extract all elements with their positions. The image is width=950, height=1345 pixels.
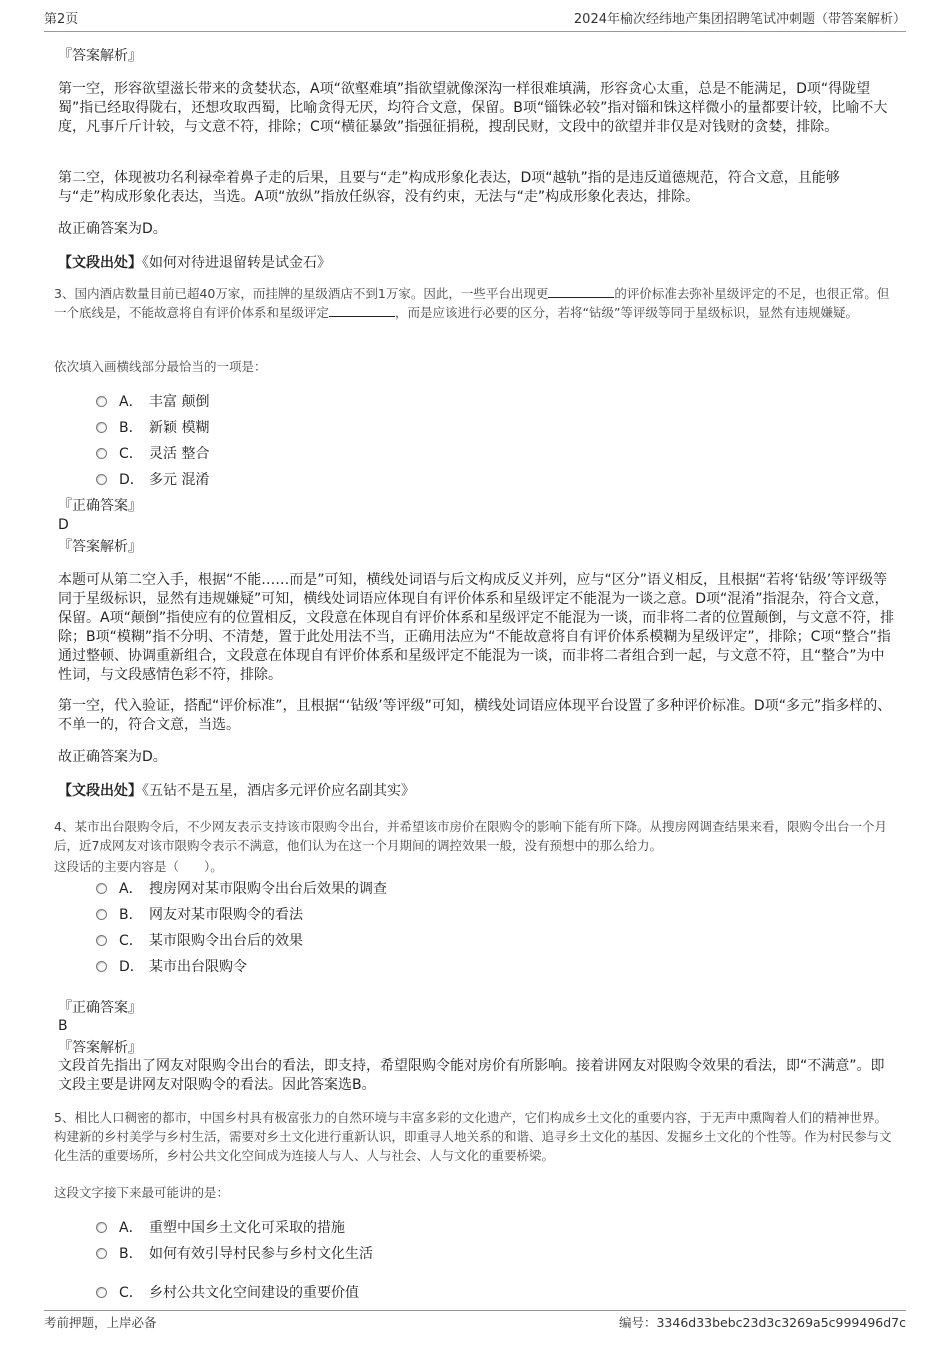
q2-source-text: 《如何对待进退留转是试金石》 — [142, 255, 331, 271]
page-header — [0, 0, 950, 32]
radio-button-icon[interactable] — [96, 1287, 107, 1298]
q4-option-a[interactable] — [96, 879, 387, 899]
q3-analysis-paragraph-1: 本题可从第二空入手，根据“不能……而是”可知，横线处词语与后文构成反义并列，应与“区分”语义相反，且根据“若将‘钻级’等评级等同于星级标识，显然有违规嫌疑”可知，横线处词语应体现自有评价体系和星级评定不能混为一谈之意。D项“混淆”指混杂，符合文意，保留。A项“颠倒”指使应有的位置相反，文段意在体现自有评价体系和星级评定不能混为一谈，而非将二者的位置颠倒，与文意不符，排除；B项“模糊”指不分明、不清楚，置于此处用法不当，正确用法应为“不能故意将自有评价体系模糊为星级评定”，排除；C项“整合”指通过整顿、协调重新组合，文段意在体现自有评价体系和星级评定不能混为一谈，而非将二者组合到一起，与文意不符，且“整合”为中性词，与文段感情色彩不符，排除。 — [58, 572, 895, 683]
option-letter: A． — [119, 394, 143, 410]
option-letter: D． — [119, 472, 144, 488]
q3-analysis-label: 『答案解析』 — [58, 539, 142, 555]
radio-button-icon[interactable] — [96, 396, 107, 407]
option-text: 丰富 颠倒 — [149, 394, 210, 410]
q5-option-c[interactable] — [96, 1283, 359, 1303]
q3-option-b[interactable] — [96, 418, 209, 438]
footer-slogan: 考前押题，上岸必备 — [44, 1315, 157, 1330]
document-serial-number: 编号：3346d33bebc23d3c3269a5c999496d7c — [618, 1315, 906, 1330]
option-text: 乡村公共文化空间建设的重要价值 — [149, 1285, 359, 1301]
q2-source — [58, 254, 896, 273]
document-title: 2024年榆次经纬地产集团招聘笔试冲刺题（带答案解析） — [573, 12, 906, 27]
option-letter: D． — [119, 959, 144, 975]
q3-stem-part-2: 的评价标准去弥补星级评定的不足，也很正常。但一个底线是，不能故意将自有评价体系和星级评定 — [54, 286, 890, 320]
q5-stem: 5、相比人口稠密的都市，中国乡村具有极富张力的自然环境与丰富多彩的文化遗产，它们构成乡土文化的重要内容，于无声中熏陶着人们的精神世界。构建新的乡村美学与乡村生活，需要对乡土文化进行重新认识，即重寻人地关系的和谐、追寻乡土文化的基因、发掘乡土文化的个性等。作为村民参与文化生活的重要场所，乡村公共文化空间成为连接人与人、人与社会、人与文化的重要桥梁。 — [54, 1110, 892, 1163]
option-text: 网友对某市限购令的看法 — [149, 907, 303, 923]
header-divider — [44, 31, 906, 32]
q3-stem-part-1: 3、国内酒店数量目前已超40万家，而挂牌的星级酒店不到1万家。因此，一些平台出现更 — [54, 286, 549, 301]
option-text: 多元 混淆 — [149, 472, 210, 488]
q4-correct-label: 『正确答案』 — [58, 1000, 142, 1016]
q2-source-label: 【文段出处】 — [58, 255, 142, 271]
option-letter: A． — [119, 881, 143, 897]
q3-option-d[interactable] — [96, 470, 209, 490]
option-letter: C． — [119, 446, 143, 462]
q4-prompt: 这段话的主要内容是（ ）。 — [54, 859, 223, 874]
q3-option-a[interactable] — [96, 392, 209, 412]
q4-option-c[interactable] — [96, 931, 303, 951]
radio-button-icon[interactable] — [96, 909, 107, 920]
option-letter: B． — [119, 1246, 143, 1262]
q2-analysis-paragraph-2: 第二空，体现被功名利禄牵着鼻子走的后果，且要与“走”构成形象化表达，D项“越轨”指的是违反道德规范，符合文意，且能够与“走”构成形象化表达，当选。A项“放纵”指放任纵容，没有约束，无法与“走”构成形象化表达，排除。 — [58, 170, 840, 205]
option-text: 搜房网对某市限购令出台后效果的调查 — [149, 881, 387, 897]
q3-source-text: 《五钻不是五星，酒店多元评价应名副其实》 — [142, 783, 415, 799]
q2-analysis-label: 『答案解析』 — [58, 48, 142, 64]
q2-conclusion: 故正确答案为D。 — [58, 221, 167, 237]
q4-analysis: 文段首先指出了网友对限购令出台的看法，即支持，希望限购令能对房价有所影响。接着讲网友对限购令效果的看法，即“不满意”。即文段主要是讲网友对限购令的看法。因此答案选B。 — [58, 1058, 885, 1093]
option-text: 某市出台限购令 — [149, 959, 247, 975]
option-letter: B． — [119, 420, 143, 436]
q4-stem: 4、某市出台限购令后，不少网友表示支持该市限购令出台，并希望该市房价在限购令的影响下能有所下降。从搜房网调查结果来看，限购令出台一个月后，近7成网友对该市限购令表示不满意，他们认为在这一个月期间的调控效果一般，没有预想中的那么给力。 — [54, 819, 887, 853]
option-text: 灵活 整合 — [149, 446, 210, 462]
option-text: 如何有效引导村民参与乡村文化生活 — [149, 1246, 373, 1262]
q2-analysis-paragraph-1: 第一空，形容欲望滋长带来的贪婪状态，A项“欲壑难填”指欲望就像深沟一样很难填满，形容贪心太重，总是不能满足，D项“得陇望蜀”指已经取得陇右，还想攻取西蜀，比喻贪得无厌，均符合文意，保留。B项“锱铢必较”指对锱和铢这样微小的量都要计较，比喻不大度，凡事斤斤计较，与文意不符，排除；C项“横征暴敛”指强征捐税，搜刮民财，文段中的欲望并非仅是对钱财的贪婪，排除。 — [58, 81, 888, 135]
radio-button-icon[interactable] — [96, 1248, 107, 1259]
radio-button-icon[interactable] — [96, 935, 107, 946]
radio-button-icon[interactable] — [96, 883, 107, 894]
q3-option-c[interactable] — [96, 444, 209, 464]
q3-conclusion: 故正确答案为D。 — [58, 749, 167, 765]
q3-correct-label: 『正确答案』 — [58, 498, 142, 514]
option-text: 新颖 模糊 — [149, 420, 210, 436]
q3-stem — [54, 284, 896, 322]
radio-button-icon[interactable] — [96, 448, 107, 459]
q3-stem-part-3: ，而是应该进行必要的区分，若将“钻级”等评级等同于星级标识，显然有违规嫌疑。 — [395, 305, 858, 320]
radio-button-icon[interactable] — [96, 1222, 107, 1233]
q5-option-b[interactable] — [96, 1244, 373, 1264]
q5-option-a[interactable] — [96, 1218, 345, 1238]
q3-source — [58, 782, 896, 801]
radio-button-icon[interactable] — [96, 422, 107, 433]
radio-button-icon[interactable] — [96, 961, 107, 972]
q3-blank-1 — [548, 284, 614, 298]
option-letter: A． — [119, 1220, 143, 1236]
option-letter: B． — [119, 907, 143, 923]
q3-correct-answer: D — [58, 517, 69, 533]
q3-analysis-paragraph-2: 第一空，代入验证，搭配“评价标准”，且根据“‘钻级’等评级”可知，横线处词语应体现平台设置了多种评价标准。D项“多元”指多样的、不单一的，符合文意，当选。 — [58, 698, 892, 733]
q3-source-label: 【文段出处】 — [58, 783, 142, 799]
q4-option-b[interactable] — [96, 905, 303, 925]
footer-divider — [44, 1310, 906, 1311]
q5-prompt: 这段文字接下来最可能讲的是： — [54, 1185, 230, 1200]
radio-button-icon[interactable] — [96, 474, 107, 485]
q4-option-d[interactable] — [96, 957, 247, 977]
option-text: 重塑中国乡土文化可采取的措施 — [149, 1220, 345, 1236]
q4-analysis-label: 『答案解析』 — [58, 1040, 142, 1056]
page-number: 第2页 — [44, 12, 79, 27]
q4-correct-answer: B — [58, 1018, 68, 1034]
option-letter: C． — [119, 933, 143, 949]
option-letter: C． — [119, 1285, 143, 1301]
q3-blank-2 — [329, 303, 395, 317]
q3-prompt: 依次填入画横线部分最恰当的一项是： — [54, 359, 267, 374]
option-text: 某市限购令出台后的效果 — [149, 933, 303, 949]
